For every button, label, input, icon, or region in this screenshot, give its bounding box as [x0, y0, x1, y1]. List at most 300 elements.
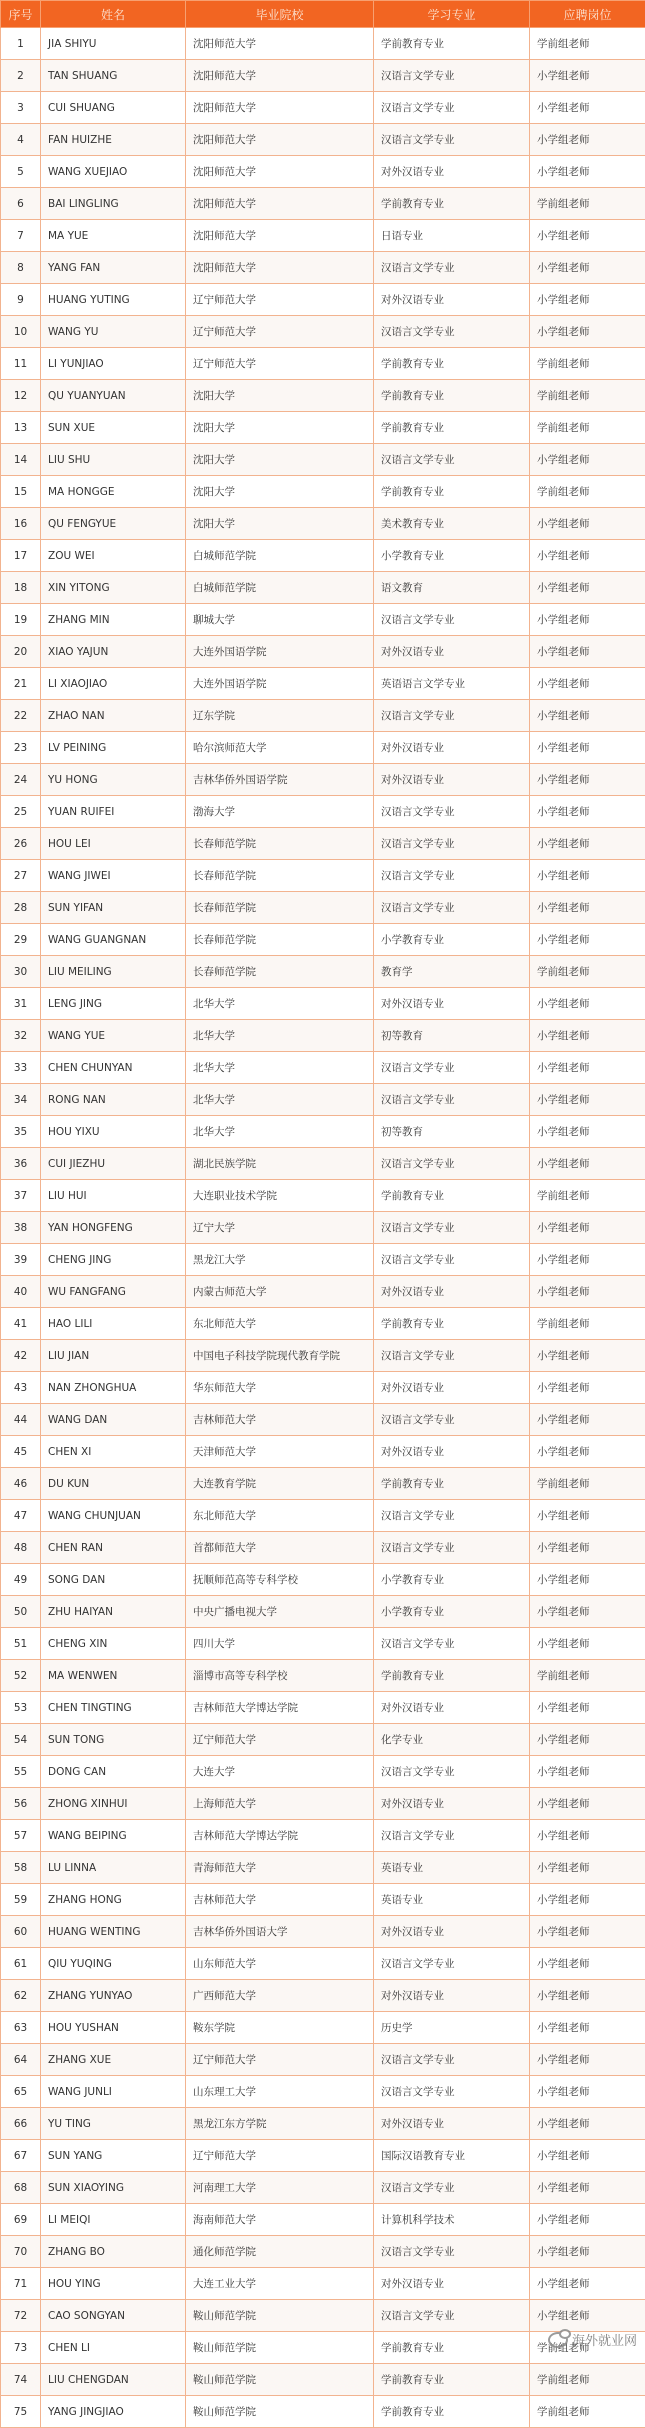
- row-index: 74: [1, 2364, 41, 2396]
- header-position: 应聘岗位: [530, 1, 645, 28]
- row-index: 59: [1, 1884, 41, 1916]
- row-major: 汉语言文学专业: [374, 1148, 530, 1180]
- row-name: ZHAO NAN: [41, 700, 186, 732]
- header-index: 序号: [1, 1, 41, 28]
- row-major: 汉语言文学专业: [374, 2172, 530, 2204]
- row-index: 64: [1, 2044, 41, 2076]
- row-name: YANG FAN: [41, 252, 186, 284]
- row-name: SONG DAN: [41, 1564, 186, 1596]
- row-position: 小学组老师: [530, 1052, 645, 1084]
- row-position: 小学组老师: [530, 60, 645, 92]
- row-name: DONG CAN: [41, 1756, 186, 1788]
- row-name: CAO SONGYAN: [41, 2300, 186, 2332]
- row-position: 学前组老师: [530, 2396, 645, 2428]
- row-major: 汉语言文学专业: [374, 1052, 530, 1084]
- table-row: [1, 1372, 645, 1404]
- row-major: 汉语言文学专业: [374, 2236, 530, 2268]
- row-school: 沈阳师范大学: [186, 188, 374, 220]
- row-position: 小学组老师: [530, 2172, 645, 2204]
- row-index: 5: [1, 156, 41, 188]
- row-index: 36: [1, 1148, 41, 1180]
- row-index: 72: [1, 2300, 41, 2332]
- row-major: 初等教育: [374, 1116, 530, 1148]
- row-name: ZHANG BO: [41, 2236, 186, 2268]
- row-index: 14: [1, 444, 41, 476]
- row-position: 小学组老师: [530, 1564, 645, 1596]
- row-school: 长春师范学院: [186, 924, 374, 956]
- row-name: QIU YUQING: [41, 1948, 186, 1980]
- row-index: 48: [1, 1532, 41, 1564]
- row-name: LIU MEILING: [41, 956, 186, 988]
- row-school: 大连工业大学: [186, 2268, 374, 2300]
- table-row: [1, 604, 645, 636]
- header-school: 毕业院校: [186, 1, 374, 28]
- row-index: 32: [1, 1020, 41, 1052]
- row-position: 小学组老师: [530, 1340, 645, 1372]
- row-position: 小学组老师: [530, 732, 645, 764]
- wechat-icon: [548, 2332, 568, 2348]
- row-school: 辽宁师范大学: [186, 348, 374, 380]
- row-school: 鞍山师范学院: [186, 2396, 374, 2428]
- row-position: 小学组老师: [530, 1852, 645, 1884]
- row-index: 50: [1, 1596, 41, 1628]
- row-index: 34: [1, 1084, 41, 1116]
- row-position: 小学组老师: [530, 604, 645, 636]
- row-position: 小学组老师: [530, 1980, 645, 2012]
- row-name: JIA SHIYU: [41, 28, 186, 60]
- row-major: 学前教育专业: [374, 476, 530, 508]
- row-index: 63: [1, 2012, 41, 2044]
- row-index: 16: [1, 508, 41, 540]
- row-name: MA YUE: [41, 220, 186, 252]
- table-row: [1, 1468, 645, 1500]
- row-school: 黑龙江东方学院: [186, 2108, 374, 2140]
- row-name: ZHANG MIN: [41, 604, 186, 636]
- row-index: 3: [1, 92, 41, 124]
- row-school: 四川大学: [186, 1628, 374, 1660]
- row-index: 23: [1, 732, 41, 764]
- row-position: 小学组老师: [530, 1628, 645, 1660]
- row-name: LIU JIAN: [41, 1340, 186, 1372]
- row-name: HOU YUSHAN: [41, 2012, 186, 2044]
- row-index: 33: [1, 1052, 41, 1084]
- row-index: 17: [1, 540, 41, 572]
- table-row: [1, 1052, 645, 1084]
- row-school: 大连职业技术学院: [186, 1180, 374, 1212]
- row-position: 小学组老师: [530, 2140, 645, 2172]
- row-index: 10: [1, 316, 41, 348]
- row-major: 汉语言文学专业: [374, 252, 530, 284]
- watermark-text: 海外就业网: [572, 2330, 637, 2349]
- row-major: 对外汉语专业: [374, 636, 530, 668]
- row-name: ZHANG XUE: [41, 2044, 186, 2076]
- row-position: 小学组老师: [530, 540, 645, 572]
- table-row: [1, 1340, 645, 1372]
- row-school: 吉林师范大学: [186, 1404, 374, 1436]
- row-school: 吉林师范大学博达学院: [186, 1820, 374, 1852]
- row-position: 学前组老师: [530, 188, 645, 220]
- row-index: 28: [1, 892, 41, 924]
- row-index: 75: [1, 2396, 41, 2428]
- row-major: 美术教育专业: [374, 508, 530, 540]
- row-school: 鞍山师范学院: [186, 2364, 374, 2396]
- row-position: 学前组老师: [530, 1180, 645, 1212]
- row-name: LENG JING: [41, 988, 186, 1020]
- row-school: 聊城大学: [186, 604, 374, 636]
- row-school: 大连外国语学院: [186, 636, 374, 668]
- row-position: 小学组老师: [530, 156, 645, 188]
- row-school: 内蒙古师范大学: [186, 1276, 374, 1308]
- row-major: 日语专业: [374, 220, 530, 252]
- row-name: YU TING: [41, 2108, 186, 2140]
- row-name: QU FENGYUE: [41, 508, 186, 540]
- table-row: [1, 860, 645, 892]
- row-name: CHEN RAN: [41, 1532, 186, 1564]
- row-name: ZHU HAIYAN: [41, 1596, 186, 1628]
- row-position: 学前组老师: [530, 2332, 645, 2364]
- table-row: [1, 1084, 645, 1116]
- row-major: 英语专业: [374, 1884, 530, 1916]
- row-major: 对外汉语专业: [374, 2108, 530, 2140]
- row-name: WANG BEIPING: [41, 1820, 186, 1852]
- row-major: 学前教育专业: [374, 412, 530, 444]
- table-row: [1, 540, 645, 572]
- row-major: 对外汉语专业: [374, 284, 530, 316]
- row-major: 学前教育专业: [374, 1660, 530, 1692]
- table-row: [1, 2012, 645, 2044]
- row-position: 小学组老师: [530, 2044, 645, 2076]
- row-major: 学前教育专业: [374, 1308, 530, 1340]
- row-major: 学前教育专业: [374, 2396, 530, 2428]
- row-index: 21: [1, 668, 41, 700]
- row-major: 汉语言文学专业: [374, 1500, 530, 1532]
- row-school: 白城师范学院: [186, 572, 374, 604]
- table-row: [1, 1020, 645, 1052]
- table-row: [1, 1660, 645, 1692]
- row-major: 历史学: [374, 2012, 530, 2044]
- row-school: 华东师范大学: [186, 1372, 374, 1404]
- row-school: 北华大学: [186, 1116, 374, 1148]
- row-position: 小学组老师: [530, 572, 645, 604]
- table-row: [1, 1212, 645, 1244]
- row-major: 汉语言文学专业: [374, 1628, 530, 1660]
- row-major: 小学教育专业: [374, 924, 530, 956]
- table-row: [1, 1724, 645, 1756]
- row-index: 47: [1, 1500, 41, 1532]
- row-school: 辽宁师范大学: [186, 316, 374, 348]
- row-school: 吉林华侨外国语大学: [186, 1916, 374, 1948]
- row-index: 29: [1, 924, 41, 956]
- table-row: [1, 220, 645, 252]
- row-school: 天津师范大学: [186, 1436, 374, 1468]
- table-row: [1, 636, 645, 668]
- table-row: [1, 668, 645, 700]
- table-row: [1, 380, 645, 412]
- row-name: WANG YUE: [41, 1020, 186, 1052]
- row-position: 小学组老师: [530, 1788, 645, 1820]
- row-school: 沈阳大学: [186, 444, 374, 476]
- row-school: 鞍山师范学院: [186, 2332, 374, 2364]
- row-index: 9: [1, 284, 41, 316]
- row-major: 汉语言文学专业: [374, 796, 530, 828]
- row-major: 汉语言文学专业: [374, 60, 530, 92]
- row-school: 沈阳师范大学: [186, 60, 374, 92]
- row-name: CUI JIEZHU: [41, 1148, 186, 1180]
- header-row: [1, 1, 645, 28]
- row-name: MA WENWEN: [41, 1660, 186, 1692]
- row-school: 中国电子科技学院现代教育学院: [186, 1340, 374, 1372]
- row-name: FAN HUIZHE: [41, 124, 186, 156]
- row-name: SUN YIFAN: [41, 892, 186, 924]
- row-position: 小学组老师: [530, 508, 645, 540]
- table-row: [1, 1500, 645, 1532]
- row-major: 小学教育专业: [374, 1596, 530, 1628]
- row-school: 哈尔滨师范大学: [186, 732, 374, 764]
- row-name: ZHANG YUNYAO: [41, 1980, 186, 2012]
- table-row: [1, 924, 645, 956]
- row-name: RONG NAN: [41, 1084, 186, 1116]
- row-index: 68: [1, 2172, 41, 2204]
- row-name: WANG DAN: [41, 1404, 186, 1436]
- row-position: 学前组老师: [530, 28, 645, 60]
- row-position: 小学组老师: [530, 1692, 645, 1724]
- row-school: 上海师范大学: [186, 1788, 374, 1820]
- row-name: XIN YITONG: [41, 572, 186, 604]
- row-index: 31: [1, 988, 41, 1020]
- table-row: [1, 1852, 645, 1884]
- row-index: 12: [1, 380, 41, 412]
- row-major: 对外汉语专业: [374, 1980, 530, 2012]
- row-index: 40: [1, 1276, 41, 1308]
- row-major: 汉语言文学专业: [374, 124, 530, 156]
- row-name: SUN XUE: [41, 412, 186, 444]
- row-position: 小学组老师: [530, 1372, 645, 1404]
- row-name: LIU CHENGDAN: [41, 2364, 186, 2396]
- row-name: LIU SHU: [41, 444, 186, 476]
- row-school: 白城师范学院: [186, 540, 374, 572]
- row-school: 海南师范大学: [186, 2204, 374, 2236]
- row-name: SUN TONG: [41, 1724, 186, 1756]
- row-position: 小学组老师: [530, 252, 645, 284]
- row-index: 70: [1, 2236, 41, 2268]
- row-index: 53: [1, 1692, 41, 1724]
- row-major: 对外汉语专业: [374, 988, 530, 1020]
- table-row: [1, 1884, 645, 1916]
- row-position: 小学组老师: [530, 1596, 645, 1628]
- table-row: [1, 2300, 645, 2332]
- row-position: 小学组老师: [530, 284, 645, 316]
- table-row: [1, 2076, 645, 2108]
- row-position: 小学组老师: [530, 1884, 645, 1916]
- row-school: 辽宁大学: [186, 1212, 374, 1244]
- row-position: 学前组老师: [530, 1660, 645, 1692]
- row-name: TAN SHUANG: [41, 60, 186, 92]
- row-position: 小学组老师: [530, 1212, 645, 1244]
- row-index: 27: [1, 860, 41, 892]
- row-position: 学前组老师: [530, 348, 645, 380]
- row-name: WANG JIWEI: [41, 860, 186, 892]
- row-school: 山东师范大学: [186, 1948, 374, 1980]
- row-major: 语文教育: [374, 572, 530, 604]
- row-index: 62: [1, 1980, 41, 2012]
- table-row: [1, 444, 645, 476]
- row-position: 学前组老师: [530, 476, 645, 508]
- table-body: [1, 28, 645, 2428]
- table-row: [1, 124, 645, 156]
- row-index: 39: [1, 1244, 41, 1276]
- row-position: 学前组老师: [530, 956, 645, 988]
- row-major: 对外汉语专业: [374, 1788, 530, 1820]
- row-major: 汉语言文学专业: [374, 1756, 530, 1788]
- row-position: 小学组老师: [530, 2268, 645, 2300]
- row-index: 30: [1, 956, 41, 988]
- row-school: 辽东学院: [186, 700, 374, 732]
- table-row: [1, 764, 645, 796]
- row-major: 汉语言文学专业: [374, 1084, 530, 1116]
- row-index: 51: [1, 1628, 41, 1660]
- table-row: [1, 1948, 645, 1980]
- table-row: [1, 1276, 645, 1308]
- row-position: 小学组老师: [530, 860, 645, 892]
- row-major: 学前教育专业: [374, 2364, 530, 2396]
- row-position: 小学组老师: [530, 2204, 645, 2236]
- row-major: 汉语言文学专业: [374, 1340, 530, 1372]
- row-major: 汉语言文学专业: [374, 1212, 530, 1244]
- row-school: 沈阳大学: [186, 508, 374, 540]
- row-school: 沈阳师范大学: [186, 28, 374, 60]
- table-row: [1, 1916, 645, 1948]
- row-school: 黑龙江大学: [186, 1244, 374, 1276]
- row-major: 教育学: [374, 956, 530, 988]
- row-major: 学前教育专业: [374, 28, 530, 60]
- row-major: 英语语言文学专业: [374, 668, 530, 700]
- row-index: 6: [1, 188, 41, 220]
- row-index: 19: [1, 604, 41, 636]
- row-name: CHENG JING: [41, 1244, 186, 1276]
- row-major: 汉语言文学专业: [374, 860, 530, 892]
- row-school: 北华大学: [186, 1084, 374, 1116]
- row-major: 汉语言文学专业: [374, 604, 530, 636]
- row-position: 小学组老师: [530, 764, 645, 796]
- row-school: 东北师范大学: [186, 1500, 374, 1532]
- row-index: 11: [1, 348, 41, 380]
- row-position: 小学组老师: [530, 1948, 645, 1980]
- row-major: 小学教育专业: [374, 1564, 530, 1596]
- row-name: HOU LEI: [41, 828, 186, 860]
- table-row: [1, 1404, 645, 1436]
- table-row: [1, 2236, 645, 2268]
- row-index: 7: [1, 220, 41, 252]
- row-index: 13: [1, 412, 41, 444]
- row-index: 1: [1, 28, 41, 60]
- table-row: [1, 1788, 645, 1820]
- row-major: 汉语言文学专业: [374, 1532, 530, 1564]
- table-row: [1, 700, 645, 732]
- row-index: 65: [1, 2076, 41, 2108]
- row-index: 37: [1, 1180, 41, 1212]
- row-major: 汉语言文学专业: [374, 700, 530, 732]
- table-row: [1, 1244, 645, 1276]
- row-position: 小学组老师: [530, 668, 645, 700]
- row-name: LI XIAOJIAO: [41, 668, 186, 700]
- row-name: DU KUN: [41, 1468, 186, 1500]
- row-position: 小学组老师: [530, 316, 645, 348]
- row-index: 2: [1, 60, 41, 92]
- row-name: WANG XUEJIAO: [41, 156, 186, 188]
- row-major: 学前教育专业: [374, 1468, 530, 1500]
- table-row: [1, 988, 645, 1020]
- row-school: 沈阳师范大学: [186, 124, 374, 156]
- watermark: [548, 2330, 637, 2349]
- table-row: [1, 1148, 645, 1180]
- row-school: 长春师范学院: [186, 860, 374, 892]
- row-major: 对外汉语专业: [374, 1692, 530, 1724]
- row-index: 43: [1, 1372, 41, 1404]
- row-position: 学前组老师: [530, 412, 645, 444]
- row-name: WANG YU: [41, 316, 186, 348]
- row-name: WU FANGFANG: [41, 1276, 186, 1308]
- row-position: 小学组老师: [530, 924, 645, 956]
- row-major: 学前教育专业: [374, 2332, 530, 2364]
- row-name: HOU YING: [41, 2268, 186, 2300]
- row-school: 辽宁师范大学: [186, 1724, 374, 1756]
- row-position: 小学组老师: [530, 1084, 645, 1116]
- row-index: 45: [1, 1436, 41, 1468]
- row-position: 小学组老师: [530, 220, 645, 252]
- row-position: 小学组老师: [530, 1820, 645, 1852]
- row-index: 71: [1, 2268, 41, 2300]
- row-name: CHEN LI: [41, 2332, 186, 2364]
- row-index: 42: [1, 1340, 41, 1372]
- row-major: 小学教育专业: [374, 540, 530, 572]
- row-name: MA HONGGE: [41, 476, 186, 508]
- row-name: LI YUNJIAO: [41, 348, 186, 380]
- row-index: 56: [1, 1788, 41, 1820]
- row-position: 学前组老师: [530, 1308, 645, 1340]
- table-row: [1, 92, 645, 124]
- row-school: 沈阳师范大学: [186, 92, 374, 124]
- row-name: HUANG WENTING: [41, 1916, 186, 1948]
- header-name: 姓名: [41, 1, 186, 28]
- row-name: YAN HONGFENG: [41, 1212, 186, 1244]
- table-row: [1, 60, 645, 92]
- row-position: 小学组老师: [530, 2300, 645, 2332]
- row-position: 小学组老师: [530, 1244, 645, 1276]
- row-index: 61: [1, 1948, 41, 1980]
- row-school: 吉林师范大学: [186, 1884, 374, 1916]
- row-name: ZHANG HONG: [41, 1884, 186, 1916]
- row-index: 55: [1, 1756, 41, 1788]
- table-row: [1, 892, 645, 924]
- row-position: 小学组老师: [530, 1116, 645, 1148]
- row-school: 山东理工大学: [186, 2076, 374, 2108]
- row-school: 东北师范大学: [186, 1308, 374, 1340]
- row-position: 小学组老师: [530, 2236, 645, 2268]
- row-name: YU HONG: [41, 764, 186, 796]
- row-school: 辽宁师范大学: [186, 2044, 374, 2076]
- table-row: [1, 476, 645, 508]
- row-major: 计算机科学技术: [374, 2204, 530, 2236]
- row-school: 鞍东学院: [186, 2012, 374, 2044]
- row-name: HUANG YUTING: [41, 284, 186, 316]
- row-position: 小学组老师: [530, 2076, 645, 2108]
- row-school: 湖北民族学院: [186, 1148, 374, 1180]
- row-name: LI MEIQI: [41, 2204, 186, 2236]
- row-school: 北华大学: [186, 1020, 374, 1052]
- row-name: XIAO YAJUN: [41, 636, 186, 668]
- row-major: 学前教育专业: [374, 1180, 530, 1212]
- table-row: [1, 1308, 645, 1340]
